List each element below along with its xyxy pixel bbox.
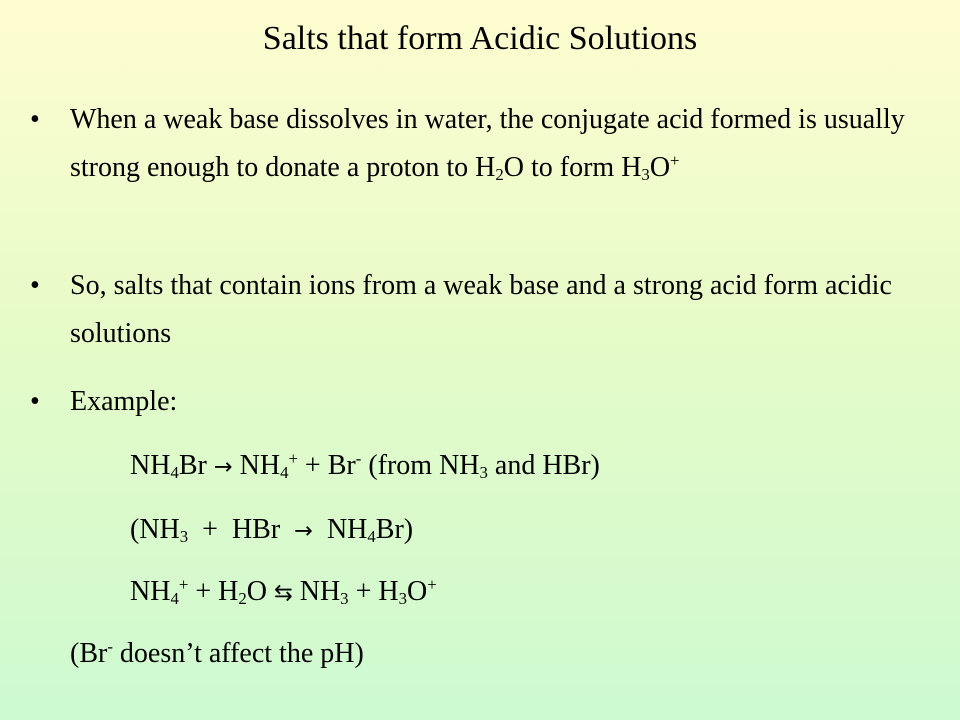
subscript: 3: [641, 165, 650, 185]
subscript: 3: [479, 463, 488, 483]
superscript: +: [288, 448, 298, 468]
bullet-dot: •: [30, 386, 40, 417]
reaction-arrow-icon: →: [294, 518, 313, 544]
text-run: O: [406, 576, 428, 607]
text-run: and HBr): [487, 450, 600, 481]
subscript: 4: [280, 463, 289, 483]
subscript: 3: [340, 589, 349, 609]
equilibrium-arrow-icon: ⇆: [273, 580, 293, 606]
subscript: 4: [170, 589, 179, 609]
subscript: 2: [238, 589, 247, 609]
text-run: + Br: [297, 450, 356, 481]
superscript: +: [427, 574, 437, 594]
superscript: -: [107, 636, 113, 656]
note-bromide: [70, 634, 364, 674]
text-run: NH: [130, 576, 171, 607]
text-run: NH: [292, 576, 341, 607]
text-run: NH: [312, 514, 368, 545]
text-run: NH: [232, 450, 281, 481]
text-run: doesn’t affect the pH): [112, 638, 364, 669]
slide-title: Salts that form Acidic Solutions: [262, 20, 698, 57]
bullet-dot: •: [30, 104, 40, 135]
subscript: 3: [398, 589, 407, 609]
text-run: + HBr: [188, 514, 295, 545]
bullet-item: [30, 378, 920, 426]
reaction-arrow-icon: →: [213, 454, 233, 480]
subscript: 2: [495, 165, 504, 185]
text-run: Br): [375, 514, 414, 545]
subscript: 4: [170, 463, 179, 483]
superscript: -: [355, 448, 362, 468]
superscript: +: [178, 574, 189, 594]
bullet-item: [30, 262, 920, 358]
text-run: (NH: [130, 514, 180, 545]
text-run: (Br: [70, 638, 108, 669]
subscript: 3: [179, 527, 189, 547]
bullet-text: Example:: [70, 386, 178, 417]
text-run: O: [649, 152, 671, 183]
subscript: 4: [367, 527, 376, 547]
text-run: O: [246, 576, 274, 607]
text-run: O to form H: [503, 152, 642, 183]
bullet-text: So, salts that contain ions from a weak base and a strong acid form acidic solutions: [70, 270, 892, 349]
text-run: Br: [178, 450, 214, 481]
text-run: NH: [130, 450, 171, 481]
superscript: +: [670, 150, 680, 170]
text-run: + H: [348, 576, 399, 607]
equation-dissociation: [130, 446, 600, 487]
bullet-item: [30, 96, 920, 192]
text-run: (from NH: [361, 450, 480, 481]
bullet-dot: •: [30, 270, 40, 301]
text-run: + H: [188, 576, 239, 607]
equation-hydrolysis: [130, 572, 437, 613]
bullet-text: [70, 96, 920, 192]
equation-formation: [130, 510, 413, 551]
text-run: When a weak base dissolves in water, the conjugate acid formed is usually strong enough to donate a proton to H: [70, 104, 905, 183]
